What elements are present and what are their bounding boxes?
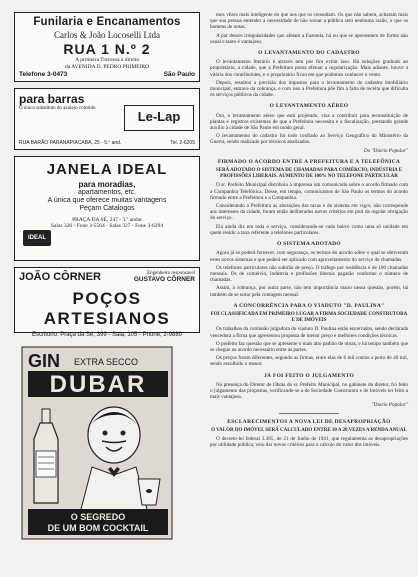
gin-dubar-illustration: [14, 343, 200, 543]
gin-word: GIN: [28, 351, 61, 371]
ad-leplap: [14, 88, 200, 150]
para-13: Os preços foram diferentes, segundo as firmas, entre elas de 6 mil contos a perto de 40 mil, sendo escolhido o menor.: [210, 355, 408, 368]
para-15: O decreto-lei federal 3.365, de 21 de Junho de 1941, que regulamenta as desapropriações por utilidade pública, veio dar novos critérios para o cálculo do valor dos imóveis.: [210, 435, 408, 449]
heading-viaduto: A CONCORRÊNCIA PARA O VIADUTO "D. PAULINA": [233, 302, 385, 309]
ad-funilaria-address: RUA 1 N.º 2: [63, 41, 151, 57]
article-intro2: A par desses irregularidades que afetam a Fazenda, há ou que se apresentem de forma não usual e tanto é vantajoso.: [210, 32, 408, 45]
para-7: Ela ainda diz em toda o serviço, considerando-se cada bairro como uma só unidade em quem residir a taxa referente a telefones particulares.: [210, 223, 408, 236]
para-5: O sr. Prefeito Municipal distribuiu à imprensa um comunicado sobre o acordo firmado com a Companhia Telefônica. Desse, em tempo, comunicamos de São Paulo os termos do acordo firmado entre a Prefeitura e a Companhia.: [210, 182, 408, 201]
divider: [279, 413, 339, 414]
ad-janela: [14, 156, 200, 261]
para-11: Os trabalhos da comissão julgadora do viaduto D. Paulina estão encerrados, sendo declarada vencedora a firma que apresentou proposta de menor preço e melhores condições técnicas.: [210, 326, 408, 339]
ad-funilaria-phone: Telefone 3-0473: [19, 71, 68, 78]
ad-funilaria: [14, 12, 200, 82]
ad-leplap-brand: Le-Lap: [124, 105, 194, 131]
para-8: Agora já se poderá fornecer, com segurança, os termos do acordo sobre o qual se obtiveram estes novos sistemas e que poderá ser aplicado com aproveitamento do serviço de chamadas.: [210, 250, 408, 263]
subheading-desapropriacao: O VALOR DO IMÓVEL SERÁ CALCULADO ENTRE 10 A 20 VEZES A RENDA ANUAL: [211, 427, 407, 433]
ad-corner-address: Escritorio: Praça da Sé, 399 - Sala, 105 - Phone, 2-9880: [31, 332, 183, 338]
ad-corner: [14, 267, 200, 338]
signature-2: "Diario Popular": [371, 402, 408, 409]
para-14: Na presença do Diretor de Obras do sr. Prefeito Municipal, no gabinete do diretor, foi feito o julgamento das propostas, verificando-se a de Sociedade Construtora e de Imóveis ter feito a mais vantajosa.: [210, 381, 408, 401]
ad-corner-name: JOÃO CÔRNER: [19, 271, 101, 283]
ad-janela-logo: IDEAL: [23, 230, 51, 246]
signature-1: Do "Diario Popular": [363, 147, 408, 154]
para-2: Depois, resultou a precisão dos impostos para o levantamento do cadastro imobiliário municipal, entrave da cobrança, e com isso a Prefeitura põe fim à falta de receita que dificulta os serviços públicos da cidade.: [210, 79, 408, 99]
ad-janela-line1: para moradias,: [78, 180, 136, 189]
ad-leplap-tagline: O único substituto do azulejo colorido: [19, 106, 96, 111]
ad-corner-service: POÇOS ARTESIANOS: [43, 289, 171, 328]
gin-brand: DUBAR: [49, 371, 147, 398]
subheading-telefonica: SERÁ ADOTADO O SISTEMA DE CHAMADAS PARA COMÉRCIO, INDÚSTRIA E PROFISSÕES LIBERAIS. AUMENTO DE 100% NO TELEFONE PARTICULAR: [215, 168, 403, 180]
ad-leplap-title: para barras: [19, 92, 85, 106]
magazine-page: [14, 12, 408, 567]
heading-sistema: O SISTEMA ADOTADO: [277, 241, 341, 248]
ad-funilaria-owners: Carlos & João Locoselli Ltda: [54, 30, 160, 40]
heading-desapropriacao: ESCLARECIMENTOS A NOVA LEI DE DESAPROPRIAÇÃO: [227, 418, 391, 425]
ad-funilaria-detail2: da AVENIDA D. PEDRO PRIMEIRO: [64, 63, 150, 70]
article-intro: mos vêzes mais inteligente do que aos que os consultam. Os que não sabem, acharam mais que sua pessoa entender a necessidade de não tornar a pública sem nenhuma razão, o que os homens de notas.: [210, 12, 408, 31]
heading-cadastro: O LEVANTAMENTO DO CADASTRO: [258, 50, 360, 57]
ad-funilaria-city: São Paulo: [163, 71, 195, 78]
ad-janela-rooms: Salas 326 - Fone 3-5564 · Salas 327 - Fone 3-6294: [50, 223, 164, 229]
ad-corner-tag: Engenheiro responsavel: [147, 271, 195, 276]
para-1: O levantamento literário é através tem por fim evitar isso. Há soluções graduais ao proprietário, a cidade, que a Prefeitura possa efetuar a regularização. Mais adiante, houve a vitória dos contribuintes, e o proprietário ficou em que podemos conhecer o vento.: [210, 59, 408, 78]
ad-janela-line2: apartamentos, etc.: [78, 189, 136, 196]
ad-janela-address: PRAÇA DA SÉ, 247 - 3.º andar: [72, 217, 142, 223]
heading-telefonica: FIRMADO O ACORDO ENTRE A PREFEITURA E A TELEFÔNICA: [217, 158, 401, 165]
ad-funilaria-detail1: A primeira Travessa à direita: [75, 57, 139, 63]
ad-gin-dubar: [14, 343, 200, 543]
ad-funilaria-title: Funilaria e Encanamentos: [33, 16, 181, 28]
ad-leplap-address: RUA BARÃO PARANAPIACABA, 25 - 5.º and.: [19, 140, 122, 146]
ad-corner-engineer: GUSTAVO CÔRNER: [133, 276, 195, 283]
cocktail-glass-icon: [138, 479, 160, 505]
gin-slogan1: O SEGREDO: [70, 512, 126, 522]
ad-janela-line3: A única que oferece muitas vantagens: [47, 197, 167, 204]
para-4: O levantamento do cadastro foi todo confiado ao Serviço Geográfico do Ministério da Guerra, sendo realizado por técnicos abalizados.: [210, 133, 408, 146]
ad-janela-line4: Peçam Catalogos: [79, 205, 135, 212]
para-12: O prefeito faz questão que se apresente o mais alto padrão de obras, e há tempo também que se chegue ao acordo necessário entre as partes.: [210, 340, 408, 353]
para-6: Considerando a Prefeitura as alterações das taxas e do sistema em vigor, não corresponde aos interesses da cidade, foram então deliberados novos critérios em prol da regular obrigação do serviço.: [210, 203, 408, 222]
para-3: Ora, o levantamento aéreo que está projetado, visa a contribuir para reconstituição de plantas e registros existentes de que a Prefeitura necessita e a fiscalização, prestando grande auxílio à cidade de São Paulo em modo geral.: [210, 112, 408, 132]
heading-aereo: O LEVANTAMENTO AÉREO: [269, 103, 349, 110]
heading-julgamento: JÁ FOI FEITO O JULGAMENTO: [263, 372, 355, 379]
article-column: [210, 12, 408, 450]
ad-leplap-phone: Tel. 2-6205: [170, 140, 195, 146]
gin-slogan2: DE UM BOM COCKTAIL: [47, 523, 149, 533]
para-10: Assim, a cobrança, por outra parte, não tem importância maior nessa questão, porém, há também de se notar pela contagem mensal.: [210, 285, 408, 298]
ads-column: [14, 12, 200, 543]
para-9: Os telefones particulares não subirão de preço. O tráfego por residência é de 100 chamadas mensais. Os de comércio, indústria e profissões liberais pagarão conforme o número de chamadas.: [210, 264, 408, 284]
subheading-viaduto: FOI CLASSIFICADA EM PRIMEIRO LUGAR A FIRMA SOCIEDADE CONSTRUTORA E DE IMÓVEIS: [210, 311, 408, 324]
gin-extra-secco: EXTRA SECCO: [74, 357, 139, 367]
ad-janela-title: JANELA IDEAL: [46, 161, 168, 178]
